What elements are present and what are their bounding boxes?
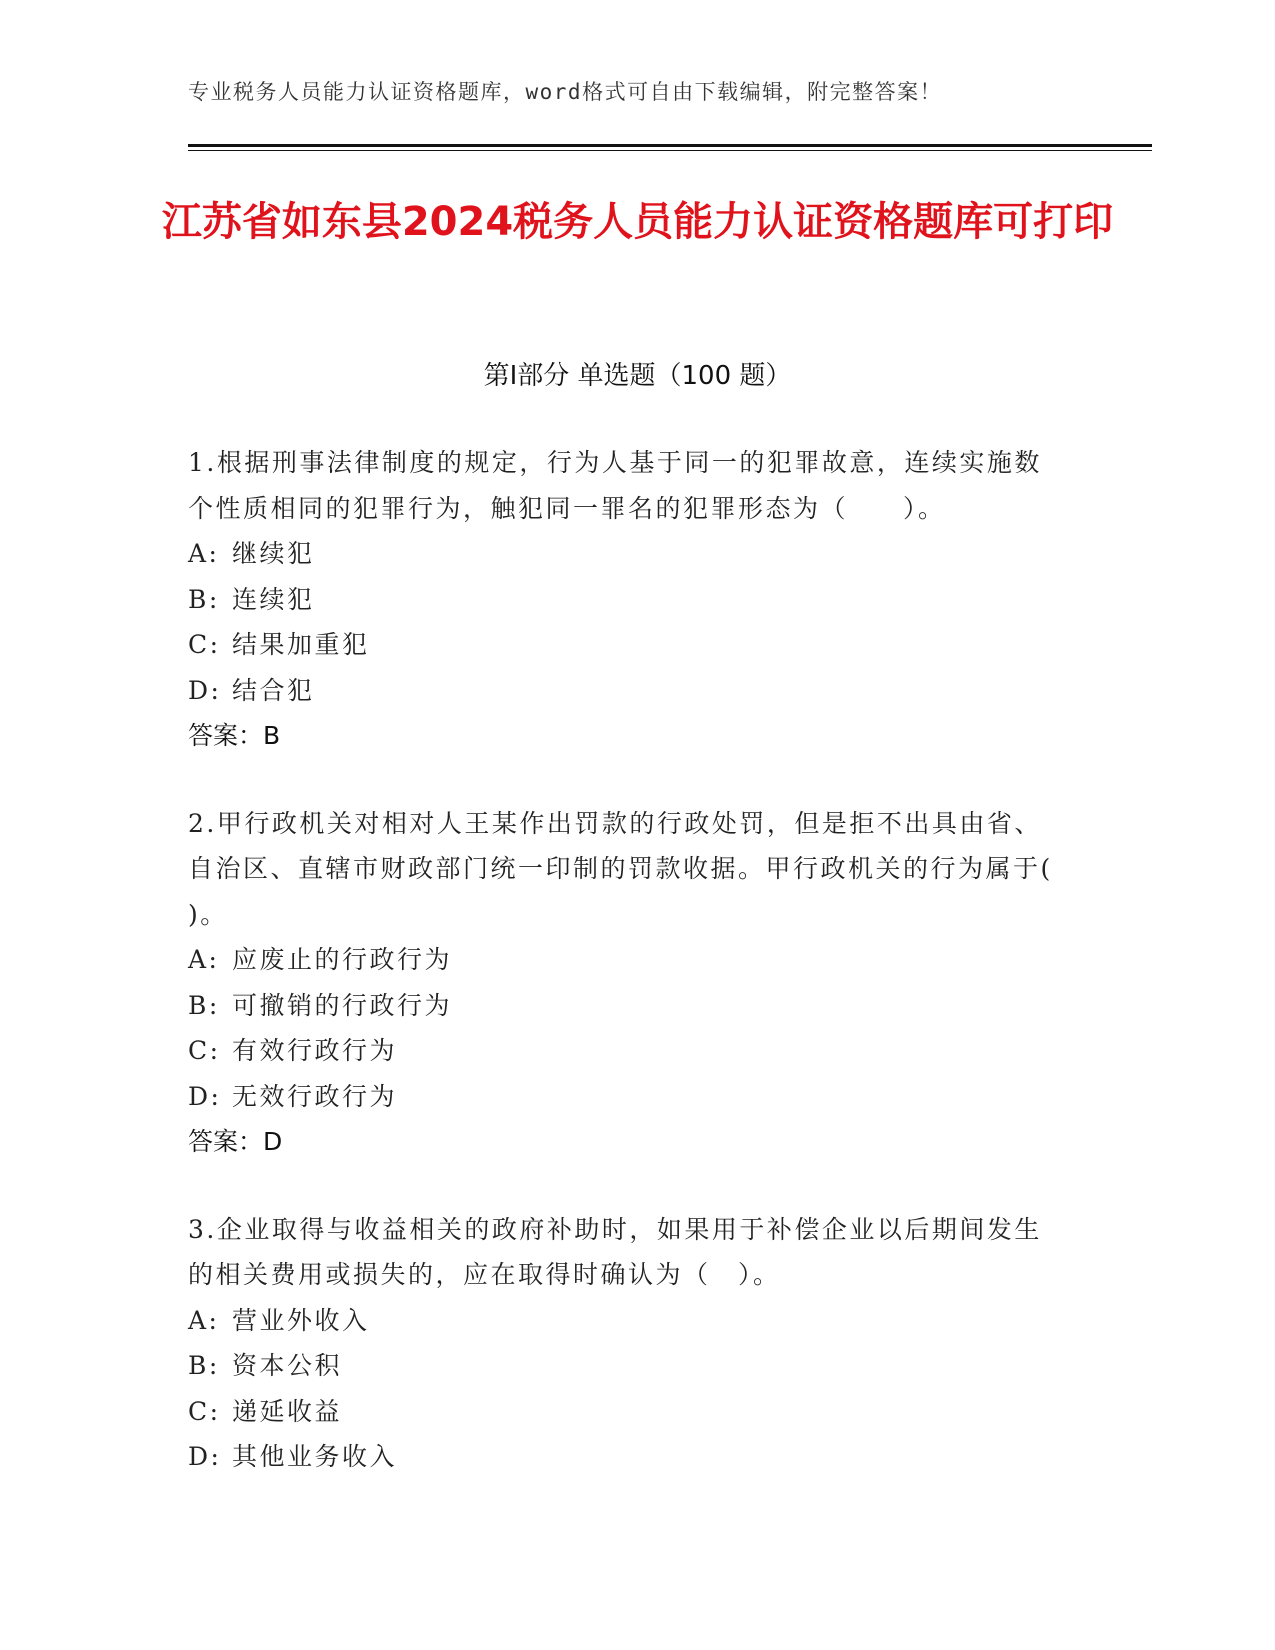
- question-2: [188, 801, 1068, 1165]
- document-title: 江苏省如东县2024税务人员能力认证资格题库可打印: [161, 199, 1114, 245]
- option-text: 其他业务收入: [232, 1442, 398, 1471]
- option-d: [188, 1074, 1068, 1120]
- option-b: [188, 577, 1068, 623]
- option-b: [188, 1343, 1068, 1389]
- option-text: 结果加重犯: [232, 630, 370, 659]
- option-d: [188, 1434, 1068, 1480]
- question-stem: 3.企业取得与收益相关的政府补助时，如果用于补偿企业以后期间发生的相关费用或损失的，应在取得时确认为（ ）。: [188, 1214, 1042, 1289]
- header-note: 专业税务人员能力认证资格题库，word格式可自由下载编辑，附完整答案！: [188, 80, 943, 104]
- header-divider-thin: [188, 150, 1152, 151]
- header-divider-thick: [188, 144, 1152, 147]
- option-letter: B:: [188, 584, 220, 614]
- option-a: [188, 531, 1068, 577]
- option-letter: C:: [188, 1396, 221, 1426]
- option-text: 可撤销的行政行为: [232, 990, 453, 1020]
- question-3: [188, 1207, 1068, 1480]
- option-text: 递延收益: [232, 1396, 343, 1426]
- option-d: [188, 668, 1068, 714]
- option-text: 应废止的行政行为: [232, 945, 453, 974]
- option-letter: A:: [188, 1305, 220, 1335]
- option-letter: A:: [188, 539, 220, 568]
- question-stem: 2.甲行政机关对相对人王某作出罚款的行政处罚，但是拒不出具由省、自治区、直辖市财政部门统一印制的罚款收据。甲行政机关的行为属于( )。: [188, 808, 1053, 929]
- option-a: [188, 1298, 1068, 1344]
- option-letter: D:: [188, 675, 222, 705]
- question-stem: 1.根据刑事法律制度的规定，行为人基于同一的犯罪故意，连续实施数个性质相同的犯罪行为，触犯同一罪名的犯罪形态为（ ）。: [188, 448, 1042, 523]
- option-c: [188, 1028, 1068, 1074]
- option-text: 资本公积: [232, 1351, 343, 1380]
- option-text: 继续犯: [232, 539, 315, 568]
- option-text: 营业外收入: [232, 1305, 370, 1335]
- question-1: [188, 440, 1068, 759]
- option-text: 连续犯: [232, 584, 315, 614]
- option-a: [188, 937, 1068, 983]
- option-b: [188, 983, 1068, 1029]
- section-heading: 第Ⅰ部分 单选题（100 题）: [483, 361, 792, 391]
- option-c: [188, 1389, 1068, 1435]
- option-letter: B:: [188, 990, 220, 1020]
- option-letter: A:: [188, 945, 220, 974]
- answer-line: 答案：B: [188, 721, 281, 750]
- option-letter: D:: [188, 1081, 222, 1111]
- answer-line: 答案：D: [188, 1127, 283, 1156]
- option-c: [188, 622, 1068, 668]
- option-text: 结合犯: [232, 675, 315, 705]
- option-letter: D:: [188, 1442, 222, 1471]
- option-letter: B:: [188, 1351, 220, 1380]
- option-text: 无效行政行为: [232, 1081, 398, 1111]
- option-letter: C:: [188, 630, 221, 659]
- option-letter: C:: [188, 1036, 221, 1065]
- question-list: [188, 440, 1068, 1522]
- option-text: 有效行政行为: [232, 1036, 398, 1065]
